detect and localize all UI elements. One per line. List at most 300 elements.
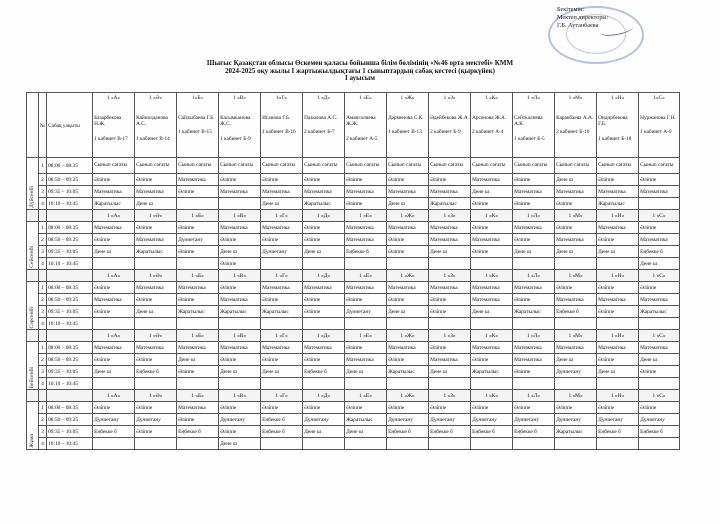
lesson-cell: Әліппе [429, 294, 471, 306]
class-label: 1 «Н» [611, 95, 625, 101]
lesson-cell: Еңбекке б [261, 414, 303, 426]
class-label-cell: 1 «Н» [597, 390, 639, 402]
lesson-cell: Жаратылыс [639, 306, 680, 318]
lesson-cell: Әліппе [177, 186, 219, 198]
teacher-name: Ондирбекова Г.Б. [598, 115, 628, 128]
lesson-time: 10:10 – 10:45 [47, 438, 93, 450]
class-column-header [261, 93, 303, 158]
class-column-header [177, 93, 219, 158]
lesson-cell: Дүниетану [219, 414, 261, 426]
col-time-header: Сабақ уақыты [47, 93, 93, 158]
lesson-cell: Әліппе [135, 222, 177, 234]
lesson-cell: Әліппе [261, 234, 303, 246]
lesson-cell [93, 258, 135, 270]
class-column-header [303, 93, 345, 158]
lesson-cell: Әліппе [303, 294, 345, 306]
lesson-cell [471, 318, 513, 330]
class-label-cell: 1 «В» [219, 390, 261, 402]
lesson-cell: Дене ш [219, 438, 261, 450]
lesson-cell [177, 318, 219, 330]
lesson-cell: Дене ш [345, 366, 387, 378]
lesson-number: 4 [39, 378, 47, 390]
lesson-cell: Әліппе [471, 246, 513, 258]
lesson-cell [261, 378, 303, 390]
lesson-cell: Дене ш [135, 198, 177, 210]
teacher-name: Базарбекова Н.Ж. [94, 115, 122, 128]
teacher-name: Дарменова С.К. [388, 115, 424, 122]
lesson-cell [261, 258, 303, 270]
lesson-cell: Дене ш [303, 246, 345, 258]
lesson-cell: Дене ш [513, 246, 555, 258]
class-label-cell: 1 «Ә» [135, 270, 177, 282]
lesson-time: 09:35 – 10:05 [47, 186, 93, 198]
lesson-cell: Дене ш [261, 366, 303, 378]
lesson-cell: Математика [177, 174, 219, 186]
lesson-cell [261, 438, 303, 450]
lesson-cell: Сынып сағаты [177, 158, 219, 174]
lesson-cell: Математика [639, 294, 680, 306]
room-label: 1 кабинет Б-18 [598, 135, 632, 142]
lesson-cell: Әліппе [555, 198, 597, 210]
lesson-cell: Математика [177, 402, 219, 414]
lesson-cell: Математика [513, 282, 555, 294]
spacer-cell [27, 390, 39, 402]
lesson-number: 1 [39, 222, 47, 234]
class-label-cell: 1 «Г» [261, 210, 303, 222]
lesson-cell: Дене ш [471, 306, 513, 318]
lesson-number: 4 [39, 258, 47, 270]
lesson-cell: Дене ш [597, 246, 639, 258]
lesson-cell: Математика [345, 222, 387, 234]
lesson-cell: Әліппе [597, 174, 639, 186]
lesson-time: 09:35 – 10:05 [47, 366, 93, 378]
lesson-cell: Дене ш [93, 246, 135, 258]
lesson-number: 2 [39, 354, 47, 366]
corner-cell [27, 93, 39, 158]
lesson-cell: Математика [513, 186, 555, 198]
lesson-row [27, 246, 680, 258]
lesson-cell: Жаратылыс [555, 426, 597, 438]
class-label-cell: 1 «С» [639, 270, 680, 282]
lesson-cell: Әліппе [177, 414, 219, 426]
lesson-cell: Жаратылыс [597, 198, 639, 210]
lesson-cell: Дүниетану [387, 414, 429, 426]
lesson-number: 3 [39, 306, 47, 318]
class-label-cell: 1 «Б» [177, 390, 219, 402]
teacher-name: Арсенова Ж.А. [472, 115, 507, 122]
lesson-cell: Математика [345, 234, 387, 246]
lesson-cell: Математика [93, 294, 135, 306]
lesson-cell [135, 378, 177, 390]
room-label: 1 кабинет В-16 [262, 129, 296, 136]
lesson-cell: Әліппе [513, 234, 555, 246]
lesson-cell: Математика [177, 342, 219, 354]
lesson-time: 09:35 – 10:05 [47, 246, 93, 258]
class-label-cell: 1 «Н» [597, 330, 639, 342]
lesson-cell: Әліппе [303, 354, 345, 366]
lesson-cell [177, 438, 219, 450]
lesson-cell: Математика [93, 222, 135, 234]
lesson-cell: Математика [429, 186, 471, 198]
lesson-cell [429, 258, 471, 270]
class-label-cell: 1 «А» [93, 330, 135, 342]
class-label: 1«Г» [276, 95, 287, 101]
teacher-name: Пазылова А.С. [304, 115, 338, 122]
lesson-number: 3 [39, 186, 47, 198]
lesson-number: 3 [39, 366, 47, 378]
lesson-cell [177, 258, 219, 270]
lesson-cell: Сынып сағаты [345, 158, 387, 174]
day-cell [27, 158, 39, 174]
class-column-header [135, 93, 177, 158]
lesson-cell: Еңбекке б [303, 366, 345, 378]
lesson-row [27, 306, 680, 318]
lesson-cell [387, 258, 429, 270]
lesson-cell: Математика [471, 174, 513, 186]
lesson-cell: Еңбекке б [555, 306, 597, 318]
lesson-cell: Әліппе [471, 402, 513, 414]
class-label: 1«С» [653, 95, 665, 101]
lesson-cell [429, 378, 471, 390]
class-label-cell: 1 «К» [471, 210, 513, 222]
lesson-cell: Әліппе [261, 402, 303, 414]
lesson-cell: Әліппе [345, 174, 387, 186]
spacer-cell [39, 390, 47, 402]
lesson-cell: Әліппе [93, 354, 135, 366]
lesson-cell: Әліппе [219, 402, 261, 414]
lesson-cell: Әліппе [177, 222, 219, 234]
lesson-cell: Сынып сағаты [135, 158, 177, 174]
lesson-cell [555, 318, 597, 330]
class-label-cell: 1 «М» [555, 390, 597, 402]
lesson-cell: Математика [387, 342, 429, 354]
lesson-cell: Әліппе [177, 246, 219, 258]
lesson-cell: Дүниетану [345, 306, 387, 318]
lesson-cell [639, 378, 680, 390]
lesson-cell: Әліппе [597, 282, 639, 294]
lesson-cell [219, 318, 261, 330]
lesson-cell: Әліппе [597, 306, 639, 318]
lesson-cell [177, 378, 219, 390]
lesson-cell: Әліппе [513, 174, 555, 186]
lesson-cell [597, 318, 639, 330]
lesson-cell [513, 378, 555, 390]
lesson-cell: Математика [387, 186, 429, 198]
class-label-row [27, 270, 680, 282]
spacer-cell [39, 330, 47, 342]
lesson-cell: Математика [471, 282, 513, 294]
class-label-cell: 1 «Ж» [387, 390, 429, 402]
lesson-row [27, 186, 680, 198]
lesson-row [27, 158, 680, 174]
lesson-cell: Жаратылыс [387, 366, 429, 378]
lesson-time: 08:00 – 08:35 [47, 342, 93, 354]
lesson-cell [303, 438, 345, 450]
lesson-cell: Математика [429, 234, 471, 246]
lesson-cell: Әліппе [345, 342, 387, 354]
lesson-time: 08:50 – 09:25 [47, 414, 93, 426]
day-cell [27, 234, 39, 246]
lesson-number: 4 [39, 198, 47, 210]
lesson-cell: Математика [639, 234, 680, 246]
lesson-cell: Дене ш [135, 306, 177, 318]
lesson-row [27, 426, 680, 438]
class-label: 1 «М» [568, 95, 583, 101]
teacher-name: Кайналданова А.С. [136, 115, 168, 128]
lesson-cell: Әліппе [387, 234, 429, 246]
lesson-row [27, 198, 680, 210]
lesson-cell: Әліппе [387, 294, 429, 306]
lesson-cell: Математика [93, 342, 135, 354]
spacer-cell [27, 210, 39, 222]
lesson-row [27, 234, 680, 246]
class-label: 1 «Д» [317, 95, 330, 101]
day-cell [27, 246, 39, 270]
teacher-name: Сейткалиева А.К. [514, 115, 543, 128]
lesson-cell: Математика [345, 354, 387, 366]
class-label-cell: 1 «З» [429, 270, 471, 282]
lesson-number: 1 [39, 282, 47, 294]
class-label-cell: 1 «Е» [345, 330, 387, 342]
class-column-header [471, 93, 513, 158]
lesson-cell: Математика [555, 342, 597, 354]
lesson-row [27, 366, 680, 378]
class-label-cell: 1 «Б» [177, 330, 219, 342]
day-cell [27, 402, 39, 414]
class-label-cell: 1 «К» [471, 270, 513, 282]
room-label: 1 кабинет Б-9 [220, 135, 251, 142]
lesson-cell: Әліппе [639, 402, 680, 414]
lesson-time: 09:35 – 10:05 [47, 306, 93, 318]
lesson-cell: Әліппе [513, 198, 555, 210]
room-label: 2 кабинет Б-7 [304, 129, 335, 136]
class-label-cell: 1 «Б» [177, 270, 219, 282]
class-label-cell: 1 «В» [219, 210, 261, 222]
lesson-cell [345, 438, 387, 450]
teacher-name: Сайлыбаева Г.Б. [178, 115, 215, 122]
lesson-cell: Дене ш [219, 246, 261, 258]
lesson-cell: Әліппе [639, 222, 680, 234]
header-row [27, 93, 680, 158]
class-label-cell: 1 «З» [429, 330, 471, 342]
lesson-cell: Дене ш [387, 306, 429, 318]
spacer-cell [39, 210, 47, 222]
spacer-cell [47, 210, 93, 222]
lesson-cell: Әліппе [219, 282, 261, 294]
lesson-cell [471, 438, 513, 450]
lesson-cell: Әліппе [345, 198, 387, 210]
lesson-cell: Әліппе [639, 174, 680, 186]
lesson-time: 10:10 – 10:45 [47, 198, 93, 210]
lesson-cell: Дене ш [345, 426, 387, 438]
lesson-cell: Дене ш [219, 366, 261, 378]
class-label: 1 «К» [485, 95, 498, 101]
lesson-cell: Дүниетану [261, 246, 303, 258]
teacher-name: Каракбаева А.А. [556, 115, 594, 122]
day-label: Сейсенбі [29, 246, 35, 268]
lesson-cell [387, 438, 429, 450]
lesson-row [27, 402, 680, 414]
lesson-cell [135, 258, 177, 270]
class-label-cell: 1 «Б» [177, 210, 219, 222]
lesson-row [27, 414, 680, 426]
class-label-cell: 1 «Ә» [135, 330, 177, 342]
lesson-cell: Математика [597, 186, 639, 198]
class-label-cell: 1 «З» [429, 210, 471, 222]
lesson-cell: Әліппе [93, 174, 135, 186]
lesson-cell: Әліппе [177, 294, 219, 306]
class-label: 1 «З» [443, 95, 456, 101]
day-label: Дүйсенбі [29, 185, 35, 208]
lesson-cell: Сынып сағаты [597, 158, 639, 174]
class-label-cell: 1 «А» [93, 390, 135, 402]
lesson-cell [639, 318, 680, 330]
heading-line-2: 2024-2025 оқу жылы І жартыжылдықтағы 1 сыныптардың сабақ кестесі (қыркүйек) [224, 66, 496, 75]
lesson-cell: Жаратылыс [219, 306, 261, 318]
lesson-cell: Математика [387, 222, 429, 234]
lesson-cell: Дүниетану [303, 414, 345, 426]
lesson-cell: Дүниетану [597, 414, 639, 426]
lesson-cell: Дене ш [555, 174, 597, 186]
lesson-cell: Әліппе [219, 354, 261, 366]
class-label-cell: 1 «З» [429, 390, 471, 402]
lesson-cell [639, 438, 680, 450]
lesson-cell [597, 258, 639, 270]
lesson-cell: Әліппе [597, 402, 639, 414]
lesson-cell: Дүниетану [555, 366, 597, 378]
spacer-cell [39, 270, 47, 282]
lesson-cell: Математика [219, 186, 261, 198]
class-column-header [219, 93, 261, 158]
lesson-cell: Математика [177, 282, 219, 294]
lesson-cell [345, 318, 387, 330]
class-label-cell: 1 «В» [219, 270, 261, 282]
day-label: Бейсенбі [29, 366, 35, 388]
lesson-cell: Математика [513, 342, 555, 354]
class-label-cell: 1 «Ә» [135, 390, 177, 402]
lesson-cell: Әліппе [303, 234, 345, 246]
lesson-cell [303, 318, 345, 330]
lesson-time: 08:00 – 08:35 [47, 222, 93, 234]
lesson-cell: Математика [387, 282, 429, 294]
approval-position: Мектеп директоры: [557, 14, 609, 21]
lesson-cell [471, 378, 513, 390]
lesson-cell: Дүниетану [639, 414, 680, 426]
class-label-cell: 1 «Д» [303, 390, 345, 402]
lesson-cell: Дене ш [471, 186, 513, 198]
lesson-cell: Еңбекке б [429, 426, 471, 438]
teacher-name: Амангалиева Ж.Ж. [346, 115, 376, 128]
lesson-time: 08:00 – 08:35 [47, 402, 93, 414]
class-label-cell: 1 «Е» [345, 390, 387, 402]
lesson-cell: Дүниетану [93, 414, 135, 426]
lesson-cell: Еңбекке б [639, 426, 680, 438]
class-label-cell: 1 «Г» [261, 330, 303, 342]
lesson-cell [597, 438, 639, 450]
lesson-cell [555, 438, 597, 450]
lesson-row [27, 174, 680, 186]
room-label: 1 кабинет В-15 [178, 129, 212, 136]
class-label: 1 «Л» [527, 95, 540, 101]
lesson-cell: Жаратылыс [303, 198, 345, 210]
lesson-time: 09:35 – 10:05 [47, 426, 93, 438]
lesson-cell: Әліппе [219, 258, 261, 270]
lesson-cell: Әліппе [177, 366, 219, 378]
lesson-time: 10:10 – 10:45 [47, 258, 93, 270]
lesson-time: 08:00 – 08:35 [47, 282, 93, 294]
lesson-time: 10:10 – 10:45 [47, 318, 93, 330]
lesson-cell: Математика [429, 222, 471, 234]
day-cell [27, 222, 39, 234]
lesson-cell: Сынып сағаты [261, 158, 303, 174]
lesson-cell: Әліппе [303, 222, 345, 234]
lesson-cell [429, 318, 471, 330]
lesson-cell [513, 318, 555, 330]
lesson-number: 2 [39, 234, 47, 246]
class-column-header [597, 93, 639, 158]
class-label-cell: 1 «Л» [513, 330, 555, 342]
day-cell [27, 366, 39, 390]
spacer-cell [27, 270, 39, 282]
lesson-cell: Әліппе [135, 294, 177, 306]
lesson-cell [387, 378, 429, 390]
lesson-cell: Математика [639, 342, 680, 354]
class-column-header [345, 93, 387, 158]
lesson-cell: Дене ш [597, 366, 639, 378]
lesson-cell: Математика [555, 186, 597, 198]
lesson-cell: Сынып сағаты [429, 158, 471, 174]
lesson-number: 3 [39, 426, 47, 438]
lesson-cell: Математика [513, 222, 555, 234]
class-label: 1 «А» [107, 95, 121, 101]
lesson-cell: Әліппе [93, 306, 135, 318]
room-label: 2 кабинет Б-9 [430, 129, 461, 136]
teacher-name: Әдейбекова Ж.А. [430, 115, 470, 122]
class-label-cell: 1 «Л» [513, 270, 555, 282]
lesson-cell: Математика [345, 186, 387, 198]
class-label-cell: 1 «Ә» [135, 210, 177, 222]
class-column-header [513, 93, 555, 158]
lesson-cell: Математика [135, 186, 177, 198]
day-cell [27, 306, 39, 330]
lesson-time: 08:50 – 09:25 [47, 174, 93, 186]
class-label-cell: 1 «Г» [261, 270, 303, 282]
lesson-cell: Еңбекке б [345, 246, 387, 258]
lesson-row [27, 294, 680, 306]
lesson-cell: Әліппе [471, 222, 513, 234]
lesson-cell: Математика [303, 282, 345, 294]
lesson-cell: Әліппе [345, 294, 387, 306]
col-num-header: № [39, 93, 47, 158]
approval-name: Г.Б. Аутанбаева [557, 22, 599, 29]
lesson-cell [93, 438, 135, 450]
lesson-cell [177, 198, 219, 210]
lesson-cell: Математика [93, 186, 135, 198]
lesson-cell: Математика [135, 282, 177, 294]
lesson-number: 2 [39, 414, 47, 426]
spacer-cell [47, 270, 93, 282]
class-label-cell: 1 «Ж» [387, 210, 429, 222]
lesson-cell: Әліппе [429, 402, 471, 414]
lesson-cell [261, 318, 303, 330]
lesson-cell: Әліппе [219, 426, 261, 438]
document-heading [0, 60, 720, 83]
lesson-row [27, 342, 680, 354]
day-cell [27, 342, 39, 354]
class-column-header [429, 93, 471, 158]
lesson-cell: Әліппе [93, 234, 135, 246]
lesson-cell [555, 258, 597, 270]
